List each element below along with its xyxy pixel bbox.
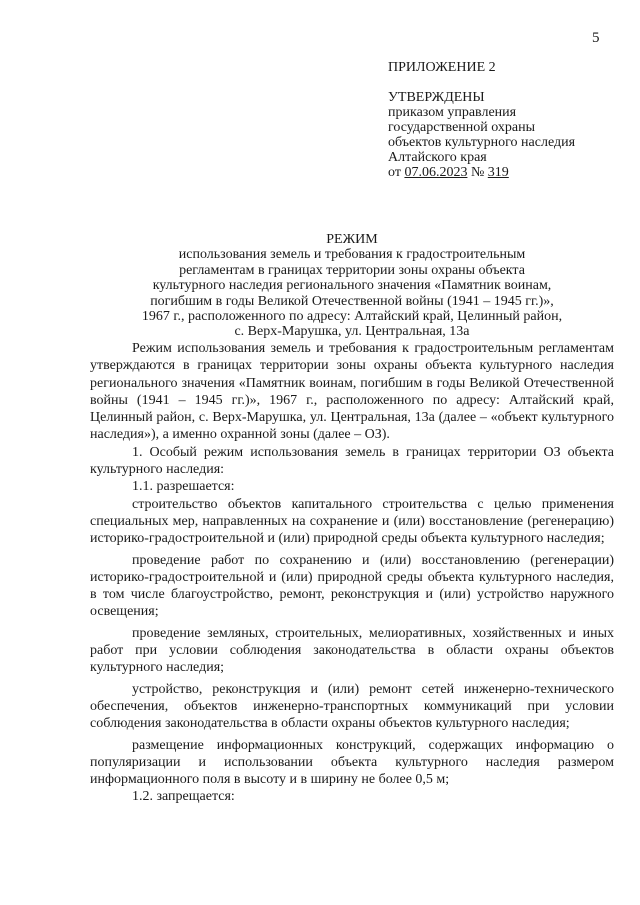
order-prefix: от [388,165,405,180]
body-paragraph: устройство, реконструкция и (или) ремонт сетей инженерно-технического обеспечения, объектов инженерно-транспортных коммуникаций при условии соблюдения законодательства в области охраны объектов культурного наследия; [90,681,614,732]
title-heading: РЕЖИМ [326,232,378,247]
body-paragraph: проведение земляных, строительных, мелиоративных, хозяйственных и иных работ при условии соблюдения законодательства в области охраны объектов культурного наследия; [90,625,614,676]
page-number: 5 [592,30,600,46]
appendix-label: ПРИЛОЖЕНИЕ 2 [388,60,496,75]
title-line: использования земель и требования к градостроительным [178,247,526,263]
approved-label: УТВЕРЖДЕНЫ [388,90,485,105]
order-number: 319 [487,165,509,180]
body-paragraph: Режим использования земель и требования к градостроительным регламентам утверждаются в границах территории зоны охраны объекта культурного наследия регионального значения «Памятник воинам, погибшим в годы Великой Отечественной войны (1941 – 1945 гг.)», 1967 г., расположенного по адресу: Алтайский край, Целинный район, с. Верх-Марушка, ул. Центральная, 13а (далее – «объект культурного наследия»), а именно охранной зоны (далее – ОЗ). [90,341,614,443]
body-paragraph: 1.2. запрещается: [132,789,235,805]
order-number-sign: № [467,165,488,180]
approval-line: приказом управления [388,105,517,120]
body-paragraph: 1.1. разрешается: [132,479,235,495]
order-line [388,165,575,180]
title-line: погибшим в годы Великой Отечественной войны (1941 – 1945 гг.)», [150,293,554,309]
title-line: регламентам в границах территории зоны охраны объекта [179,262,525,278]
document-title [90,232,614,340]
approval-line: объектов культурного наследия [388,135,576,150]
body-paragraph: 1. Особый режим использования земель в границах территории ОЗ объекта культурного наследия: [90,444,614,478]
body-paragraph: проведение работ по сохранению и (или) восстановлению (регенерации) историко-градостроительной и (или) природной среды объекта культурного наследия, в том числе благоустройство, ремонт, реконструкция и (или) устройство наружного освещения; [90,552,614,620]
approval-line: государственной охраны [388,120,536,135]
approval-line: Алтайского края [388,150,487,165]
title-line: культурного наследия регионального значения «Памятник воинам, [152,278,552,294]
approval-block [388,60,575,180]
body-paragraph: размещение информационных конструкций, содержащих информацию о популяризации и использовании объекта культурного наследия размером информационного поля в высоту и в ширину не более 0,5 м; [90,737,614,788]
title-line: 1967 г., расположенного по адресу: Алтайский край, Целинный район, [141,309,563,325]
body-paragraph: строительство объектов капитального строительства с целью применения специальных мер, направленных на сохранение и (или) восстановление (регенерацию) историко-градостроительной и (или) природной среды объекта культурного наследия; [90,496,614,547]
order-date: 07.06.2023 [404,165,468,180]
title-line: с. Верх-Марушка, ул. Центральная, 13а [234,324,470,340]
document-body [90,340,614,806]
